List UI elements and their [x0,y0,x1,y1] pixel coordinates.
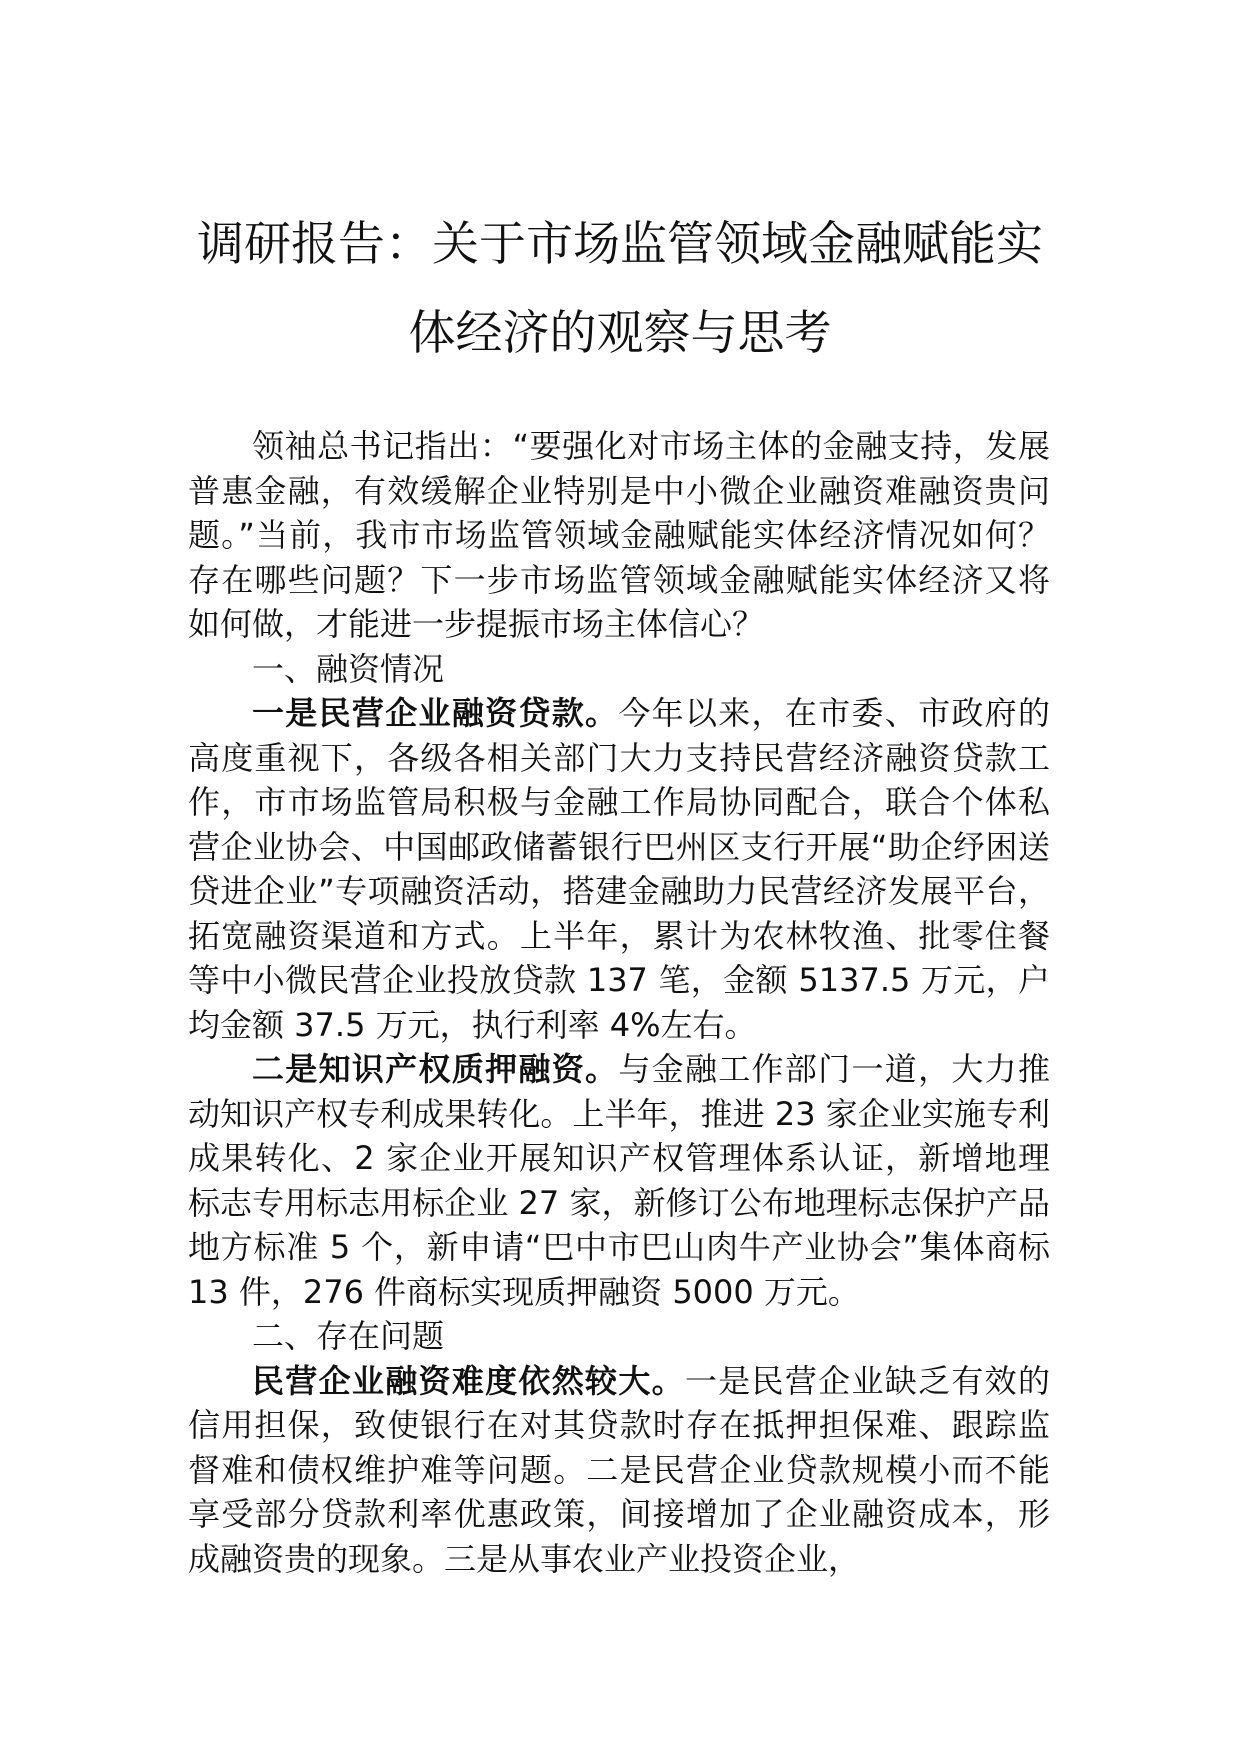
paragraph-text: 领袖总书记指出：“要强化对市场主体的金融支持，发展普惠金融，有效缓解企业特别是中小微企业融资难融资贵问题。”当前，我市市场监管领域金融赋能实体经济情况如何？存在哪些问题？下一步市场监管领域金融赋能实体经济又将如何做，才能进一步提振市场主体信心？ [188,427,1050,643]
paragraph-lead: 二是知识产权质押融资。 [252,1050,619,1088]
paragraph-text: 与金融工作部门一道，大力推动知识产权专利成果转化。上半年，推进 23 家企业实施专利成果转化、2 家企业开展知识产权管理体系认证，新增地理标志专用标志用标企业 27 家，新修订公布地理标志保护产品地方标准 5 个，新申请“巴中市巴山肉牛产业协会”集体商标 13 件，276 件商标实现质押融资 5000 万元。 [188,1050,1050,1311]
paragraph-intro [188,424,1050,647]
paragraph-lead: 一是民营企业融资贷款。 [252,694,619,732]
document-body [188,424,1050,1581]
paragraph-text: 一是民营企业缺乏有效的信用担保，致使银行在对其贷款时存在抵押担保难、跟踪监督难和债权维护难等问题。二是民营企业贷款规模小而不能享受部分贷款利率优惠政策，间接增加了企业融资成本，形成融资贵的现象。三是从事农业产业投资企业， [188,1361,1050,1578]
paragraph-private-enterprise-loans [188,691,1050,1047]
document-title-line-1: 调研报告：关于市场监管领域金融赋能实 [197,217,1043,272]
section-heading-text: 二、存在问题 [252,1317,445,1355]
paragraph-financing-difficulty [188,1359,1050,1582]
paragraph-lead: 民营企业融资难度依然较大。 [252,1361,685,1400]
section-heading-1 [188,647,1050,692]
paragraph-text: 今年以来，在市委、市政府的高度重视下，各级各相关部门大力支持民营经济融资贷款工作，市市场监管局积极与金融工作局协同配合，联合个体私营企业协会、中国邮政储蓄银行巴州区支行开展“助企纾困送贷进企业”专项融资活动，搭建金融助力民营经济发展平台，拓宽融资渠道和方式。上半年，累计为农林牧渔、批零住餐等中小微民营企业投放贷款 137 笔，金额 5137.5 万元，户均金额 37.5 万元，执行利率 4%左右。 [188,694,1050,1044]
section-heading-text: 一、融资情况 [252,649,445,688]
paragraph-ip-pledge-financing [188,1047,1050,1314]
section-heading-2 [188,1314,1050,1359]
document-title-line-2: 体经济的观察与思考 [408,306,832,361]
